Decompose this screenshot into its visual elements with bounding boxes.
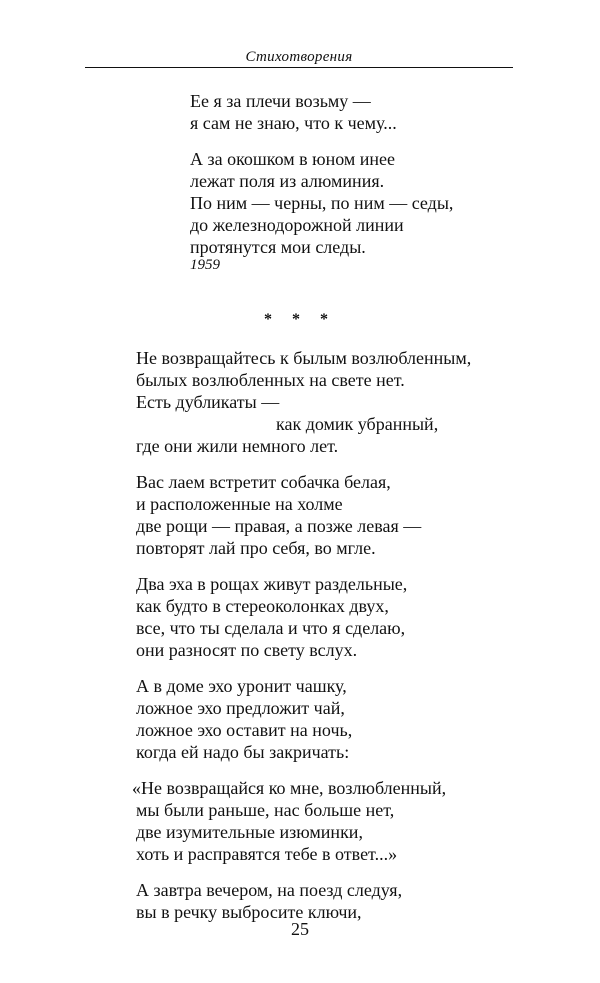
poem-line: ложное эхо оставит на ночь, bbox=[136, 720, 353, 740]
poem-line: Вас лаем встретит собачка белая, bbox=[136, 472, 391, 492]
poem-line: я сам не знаю, что к чему... bbox=[190, 113, 397, 133]
poem-line: где они жили немного лет. bbox=[136, 436, 339, 456]
poem-line: «Не возвращайся ко мне, возлюбленный, bbox=[132, 778, 447, 798]
poem-line: Два эха в рощах живут раздельные, bbox=[136, 574, 408, 594]
poem-line: лежат поля из алюминия. bbox=[190, 171, 385, 191]
poem-line: как домик убранный, bbox=[276, 414, 439, 434]
poem-line: Не возвращайтесь к былым возлюбленным, bbox=[136, 348, 472, 368]
poem-line: как будто в стереоколонках двух, bbox=[136, 596, 389, 616]
poem-line: две рощи — правая, а позже левая — bbox=[136, 516, 422, 536]
poem-line: А завтра вечером, на поезд следуя, bbox=[136, 880, 403, 900]
poem-line: все, что ты сделала и что я сделаю, bbox=[136, 618, 406, 638]
section-separator: * * * bbox=[264, 311, 336, 328]
poem-line: Ее я за плечи возьму — bbox=[190, 91, 371, 111]
poem-line: повторят лай про себя, во мгле. bbox=[136, 538, 376, 558]
poem-line: и расположенные на холме bbox=[136, 494, 343, 514]
poem-line: ложное эхо предложит чай, bbox=[136, 698, 345, 718]
poem-line: мы были раньше, нас больше нет, bbox=[136, 800, 395, 820]
poem-line: А в доме эхо уронит чашку, bbox=[136, 676, 347, 696]
poem-line: вы в речку выбросите ключи, bbox=[136, 902, 362, 922]
poem-line: когда ей надо бы закричать: bbox=[136, 742, 350, 762]
poem-line: былых возлюбленных на свете нет. bbox=[136, 370, 405, 390]
poem-line: А за окошком в юном инее bbox=[190, 149, 396, 169]
page-number: 25 bbox=[291, 919, 309, 939]
poem-line: они разносят по свету вслух. bbox=[136, 640, 358, 660]
poem-line: протянутся мои следы. bbox=[190, 237, 366, 257]
running-head: Стихотворения bbox=[245, 49, 353, 65]
poem-line: По ним — черны, по ним — седы, bbox=[190, 193, 454, 213]
poem-line: Есть дубликаты — bbox=[136, 392, 280, 412]
poem-line: хоть и расправятся тебе в ответ...» bbox=[136, 844, 398, 864]
poem-line: две изумительные изюминки, bbox=[136, 822, 363, 842]
poem-date: 1959 bbox=[190, 257, 220, 273]
header-rule bbox=[85, 67, 513, 68]
poem-line: до железнодорожной линии bbox=[190, 215, 404, 235]
